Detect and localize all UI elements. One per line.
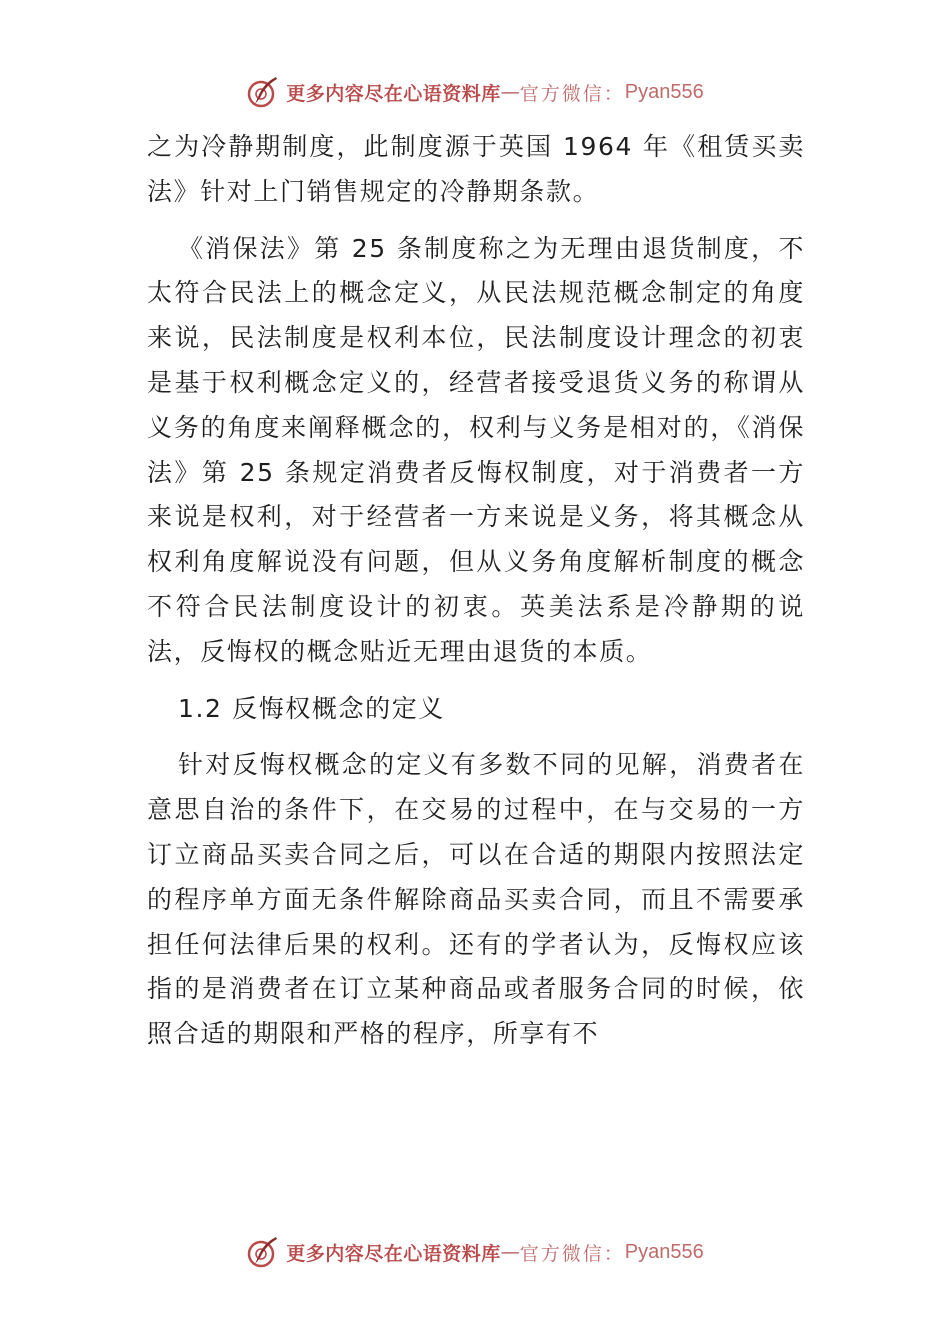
document-body (147, 125, 805, 1057)
banner-wechat-id: Pyan556 (624, 80, 704, 103)
banner-dash: — (500, 81, 520, 103)
footer-banner (0, 1232, 950, 1272)
banner-wechat-id: Pyan556 (624, 1240, 704, 1263)
banner-title: 更多内容尽在心语资料库 (286, 82, 501, 105)
quill-logo-icon (246, 1235, 280, 1269)
header-banner (0, 72, 950, 112)
banner-dash: — (500, 1241, 520, 1263)
banner-wechat-label: 官方微信： (519, 1242, 625, 1265)
paragraph-no-reason-return: 《消保法》第 25 条制度称之为无理由退货制度，不太符合民法上的概念定义，从民法规范概念制定的角度来说，民法制度是权利本位，民法制度设计理念的初衷是基于权利概念定义的，经营者接受退货义务的称谓从义务的角度来阐释概念的，权利与义务是相对的，《消保法》第 25 条规定消费者反悔权制度，对于消费者一方来说是权利，对于经营者一方来说是义务，将其概念从权利角度解说没有问题，但从义务角度解析制度的概念不符合民法制度设计的初衷。英美法系是冷静期的说法，反悔权的概念贴近无理由退货的本质。 (147, 233, 805, 666)
section-heading: 1.2 反悔权概念的定义 (178, 693, 445, 723)
paragraph-continued: 之为冷静期制度，此制度源于英国 1964 年《租赁买卖法》针对上门销售规定的冷静期条款。 (147, 132, 805, 206)
quill-logo-icon (246, 75, 280, 109)
banner-title: 更多内容尽在心语资料库 (286, 1242, 501, 1265)
banner-wechat-label: 官方微信： (519, 82, 625, 105)
paragraph-definition: 针对反悔权概念的定义有多数不同的见解，消费者在意思自治的条件下，在交易的过程中，在与交易的一方订立商品买卖合同之后，可以在合适的期限内按照法定的程序单方面无条件解除商品买卖合同，而且不需要承担任何法律后果的权利。还有的学者认为，反悔权应该指的是消费者在订立某种商品或者服务合同的时候，依照合适的期限和严格的程序，所享有不 (147, 750, 805, 1049)
